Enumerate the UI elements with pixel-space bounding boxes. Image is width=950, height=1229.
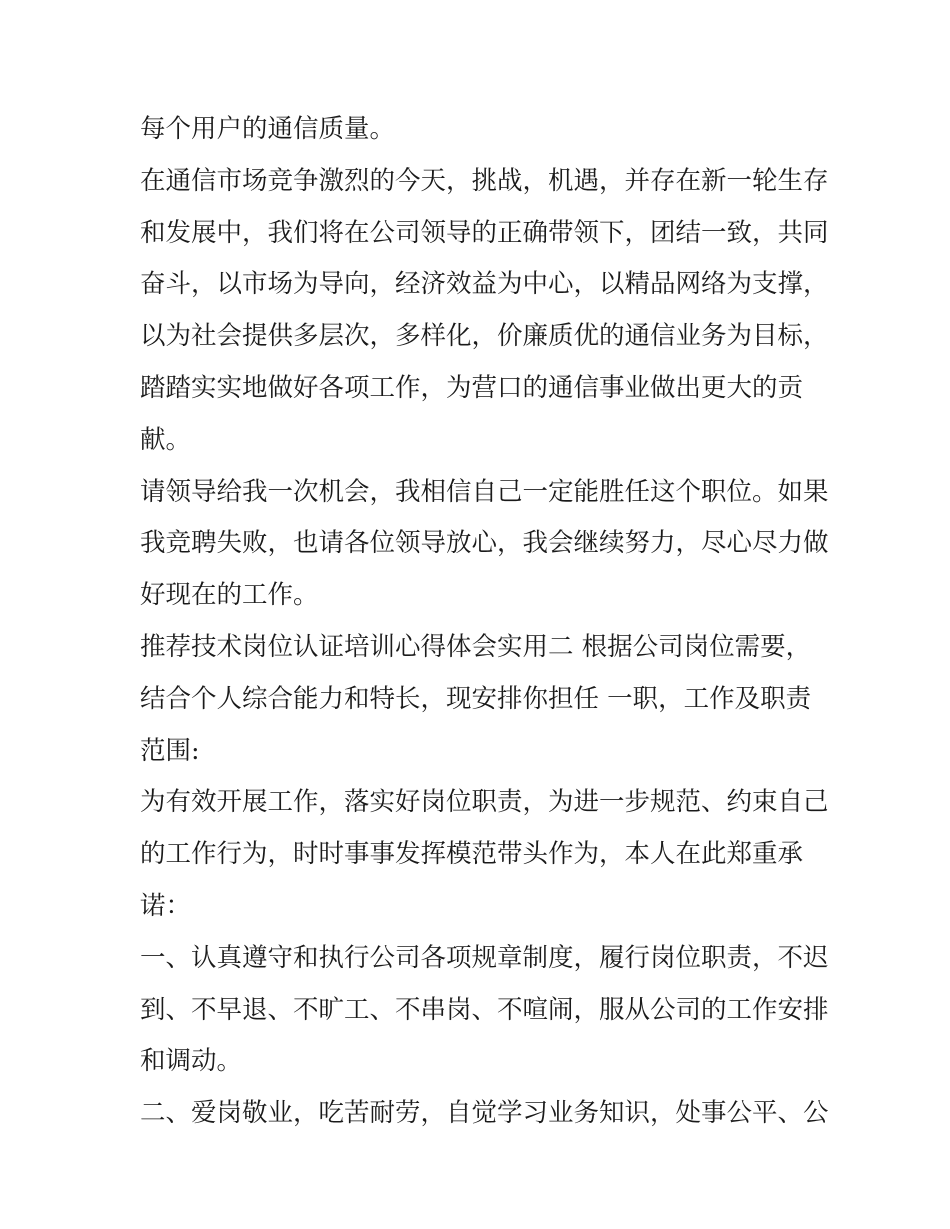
text-line: 和发展中，我们将在公司领导的正确带领下，团结一致，共同 (140, 217, 829, 248)
text-line: 献。 (140, 424, 192, 455)
text-line: 以为社会提供多层次，多样化，价廉质优的通信业务为目标， (140, 321, 829, 352)
text-line: 在通信市场竞争激烈的今天，挑战，机遇，并存在新一轮生存 (140, 165, 829, 196)
text-line: 范围: (140, 735, 200, 766)
text-line: 每个用户的通信质量。 (140, 114, 396, 144)
text-line: 请领导给我一次机会，我相信自己一定能胜任这个职位。如果 (140, 476, 829, 507)
text-line: 为有效开展工作，落实好岗位职责，为进一步规范、约束自己 (140, 787, 829, 818)
text-line: 奋斗，以市场为导向，经济效益为中心，以精品网络为支撑， (140, 269, 829, 300)
text-line: 踏踏实实地做好各项工作，为营口的通信事业做出更大的贡 (140, 372, 804, 403)
text-line: 结合个人综合能力和特长，现安排你担任 一职，工作及职责 (140, 683, 812, 714)
text-line: 到、不早退、不旷工、不串岗、不喧闹，服从公司的工作安排 (140, 994, 829, 1025)
text-line: 诺： (140, 890, 192, 921)
text-line: 一、认真遵守和执行公司各项规章制度，履行岗位职责，不迟 (140, 942, 829, 973)
text-line: 二、爱岗敬业，吃苦耐劳，自觉学习业务知识，处事公平、公 (140, 1098, 829, 1129)
text-line: 推荐技术岗位认证培训心得体会实用二 根据公司岗位需要， (140, 631, 812, 662)
text-line: 的工作行为，时时事事发挥模范带头作为，本人在此郑重承 (140, 839, 804, 870)
text-line: 和调动。 (140, 1046, 243, 1077)
text-line: 好现在的工作。 (140, 580, 319, 611)
text-line: 我竞聘失败，也请各位领导放心，我会继续努力，尽心尽力做 (140, 528, 829, 559)
document-body (140, 104, 829, 1140)
